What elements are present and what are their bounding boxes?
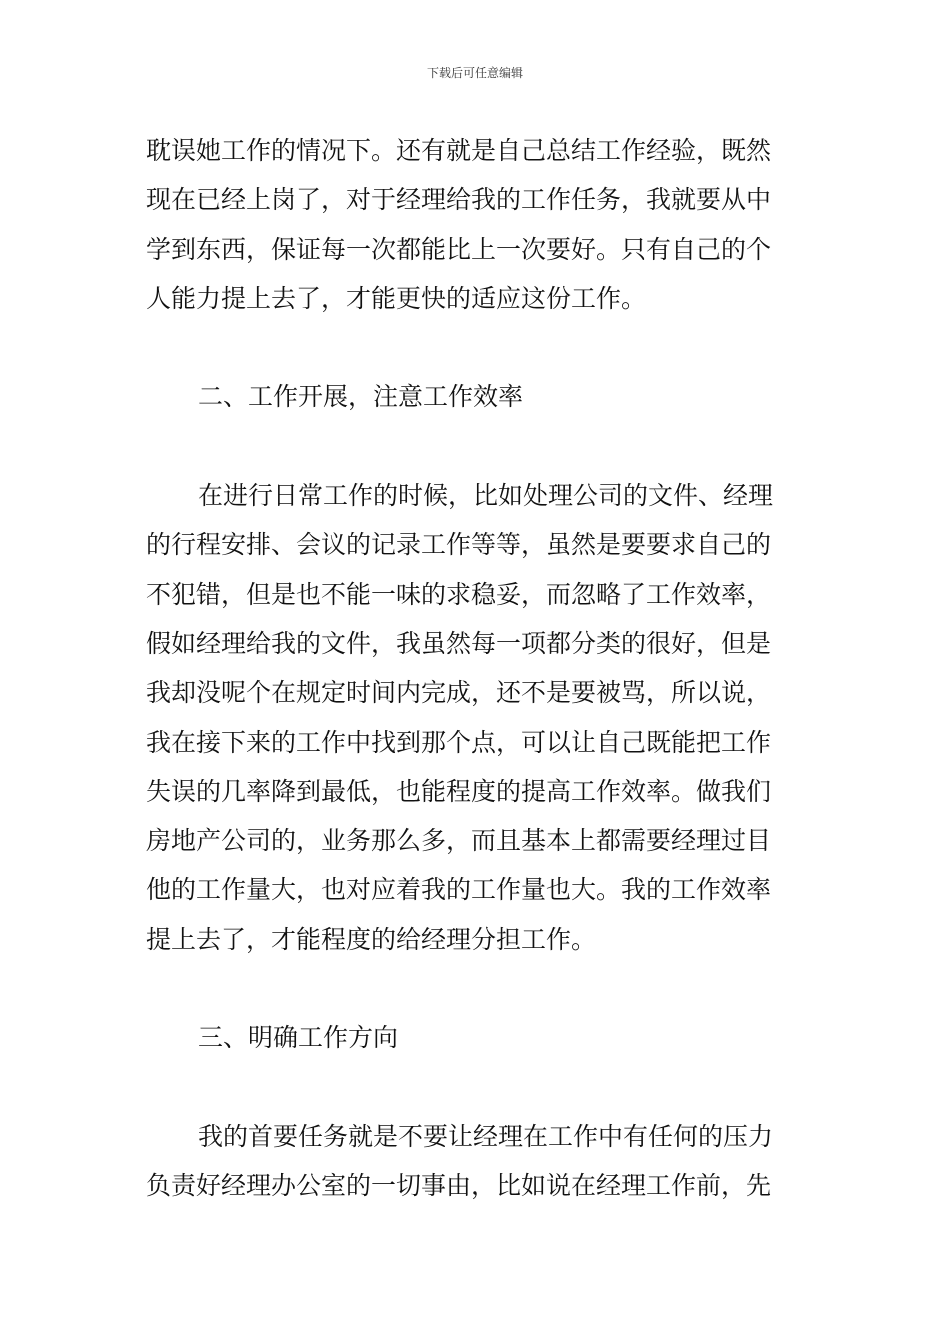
paragraph-line: 在进行日常工作的时候，比如处理公司的文件、经理 bbox=[198, 481, 774, 511]
paragraph-line: 失误的几率降到最低，也能程度的提高工作效率。做我们 bbox=[146, 776, 772, 806]
paragraph-line: 我在接下来的工作中找到那个点，可以让自己既能把工作 bbox=[146, 727, 772, 757]
paragraph-line: 人能力提上去了，才能更快的适应这份工作。 bbox=[146, 283, 647, 313]
paragraph-line: 他的工作量大，也对应着我的工作量也大。我的工作效率 bbox=[146, 875, 772, 905]
blank-line bbox=[146, 1063, 808, 1112]
section-heading: 二、工作开展，注意工作效率 bbox=[198, 382, 524, 412]
paragraph-line: 提上去了，才能程度的给经理分担工作。 bbox=[146, 924, 597, 954]
paragraph-line: 学到东西，保证每一次都能比上一次要好。只有自己的个 bbox=[146, 234, 772, 264]
section-heading: 三、明确工作方向 bbox=[198, 1023, 399, 1053]
paragraph-line: 负责好经理办公室的一切事由，比如说在经理工作前，先 bbox=[146, 1171, 772, 1201]
paragraph-line: 假如经理给我的文件，我虽然每一项都分类的很好，但是 bbox=[146, 628, 772, 658]
blank-line bbox=[146, 422, 808, 471]
paragraph-line: 我却没呢个在规定时间内完成，还不是要被骂，所以说， bbox=[146, 678, 772, 708]
paragraph-line: 现在已经上岗了，对于经理给我的工作任务，我就要从中 bbox=[146, 185, 772, 215]
paragraph-line: 我的首要任务就是不要让经理在工作中有任何的压力 bbox=[198, 1121, 774, 1151]
paragraph-line: 耽误她工作的情况下。还有就是自己总结工作经验，既然 bbox=[146, 136, 772, 165]
document-body bbox=[146, 126, 808, 1211]
blank-line bbox=[146, 964, 808, 1013]
paragraph-line: 房地产公司的，业务那么多，而且基本上都需要经理过目 bbox=[146, 826, 772, 856]
blank-line bbox=[146, 323, 808, 372]
paragraph-line: 的行程安排、会议的记录工作等等，虽然是要要求自己的 bbox=[146, 530, 772, 560]
paragraph-line: 不犯错，但是也不能一味的求稳妥，而忽略了工作效率， bbox=[146, 579, 772, 609]
page-header: 下载后可任意编辑 bbox=[426, 66, 523, 80]
